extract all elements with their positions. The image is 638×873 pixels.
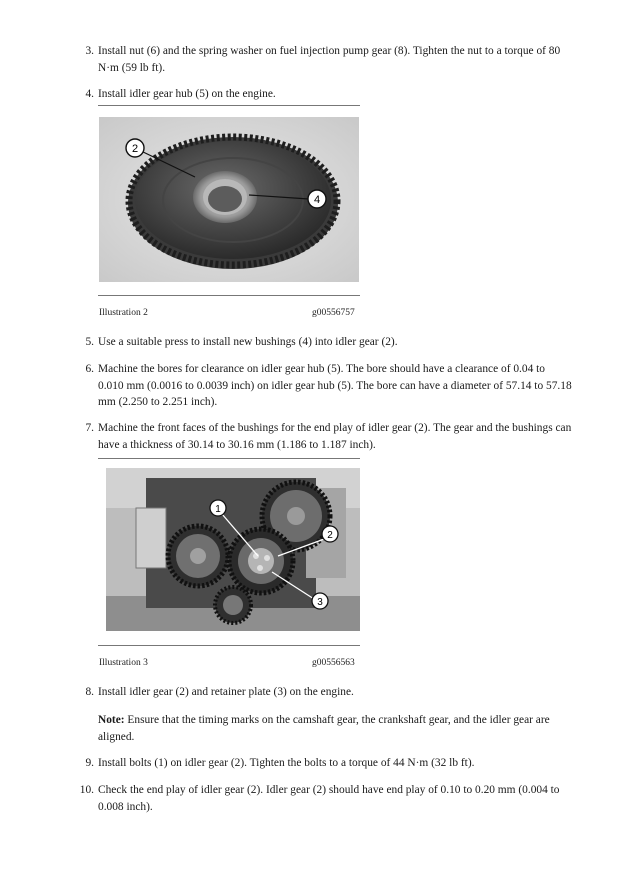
step-number: 6. — [85, 363, 94, 375]
note-label: Note: — [98, 714, 125, 726]
illustration-3-photo — [106, 468, 360, 631]
step-4 — [72, 86, 572, 103]
note — [98, 712, 572, 745]
illustration-top-rule — [98, 458, 360, 459]
callout-4: 4 — [313, 194, 321, 206]
timing-gears-image — [106, 468, 360, 631]
illustration-2-id: g00556757 — [312, 308, 355, 318]
step-text: Machine the bores for clearance on idler gear hub (5). The bore should have a clearance of 0.04 to 0.010 mm (0.0016 to 0.0039 inch) on idler gear hub (5). The bore can have a diameter of 57.14 to 57.18 mm (2.250 to 2.251 inch). — [98, 363, 572, 408]
step-text: Install idler gear hub (5) on the engine. — [98, 88, 276, 100]
illustration-bottom-rule — [98, 295, 360, 296]
step-number: 9. — [85, 757, 94, 769]
step-text: Use a suitable press to install new bushings (4) into idler gear (2). — [98, 336, 398, 348]
step-3 — [72, 43, 572, 76]
step-text: Install nut (6) and the spring washer on fuel injection pump gear (8). Tighten the nut to a torque of 80 N·m (59 lb ft). — [98, 45, 561, 74]
illustration-3-label: Illustration 3 — [99, 658, 148, 668]
step-number: 10. — [79, 784, 94, 796]
illustration-2-photo — [99, 117, 359, 282]
step-5 — [72, 334, 572, 351]
step-9 — [72, 755, 572, 772]
illustration-2-label: Illustration 2 — [99, 308, 148, 318]
step-number: 7. — [85, 422, 94, 434]
note-text: Ensure that the timing marks on the camshaft gear, the crankshaft gear, and the idler gear are aligned. — [98, 714, 550, 743]
step-number: 5. — [85, 336, 94, 348]
callout-3: 3 — [317, 597, 323, 608]
step-6 — [72, 361, 572, 411]
step-number: 3. — [85, 45, 94, 57]
step-7 — [72, 420, 572, 453]
step-text: Install idler gear (2) and retainer plate (3) on the engine. — [98, 686, 354, 698]
callout-2: 2 — [131, 143, 139, 155]
step-text: Check the end play of idler gear (2). Idler gear (2) should have end play of 0.10 to 0.20 mm (0.004 to 0.008 inch). — [98, 784, 560, 813]
step-number: 8. — [85, 686, 94, 698]
illustration-top-rule — [98, 105, 360, 106]
step-8 — [72, 684, 572, 701]
illustration-3-id: g00556563 — [312, 658, 355, 668]
step-10 — [72, 782, 572, 815]
callout-2: 2 — [327, 530, 333, 541]
illustration-bottom-rule — [98, 645, 360, 646]
step-text: Install bolts (1) on idler gear (2). Tighten the bolts to a torque of 44 N·m (32 lb ft). — [98, 757, 475, 769]
step-text: Machine the front faces of the bushings for the end play of idler gear (2). The gear and the bushings can have a thickness of 30.14 to 30.16 mm (1.186 to 1.187 inch). — [98, 422, 572, 451]
idler-gear-image — [99, 117, 359, 282]
callout-1: 1 — [215, 504, 221, 515]
step-number: 4. — [85, 88, 94, 100]
